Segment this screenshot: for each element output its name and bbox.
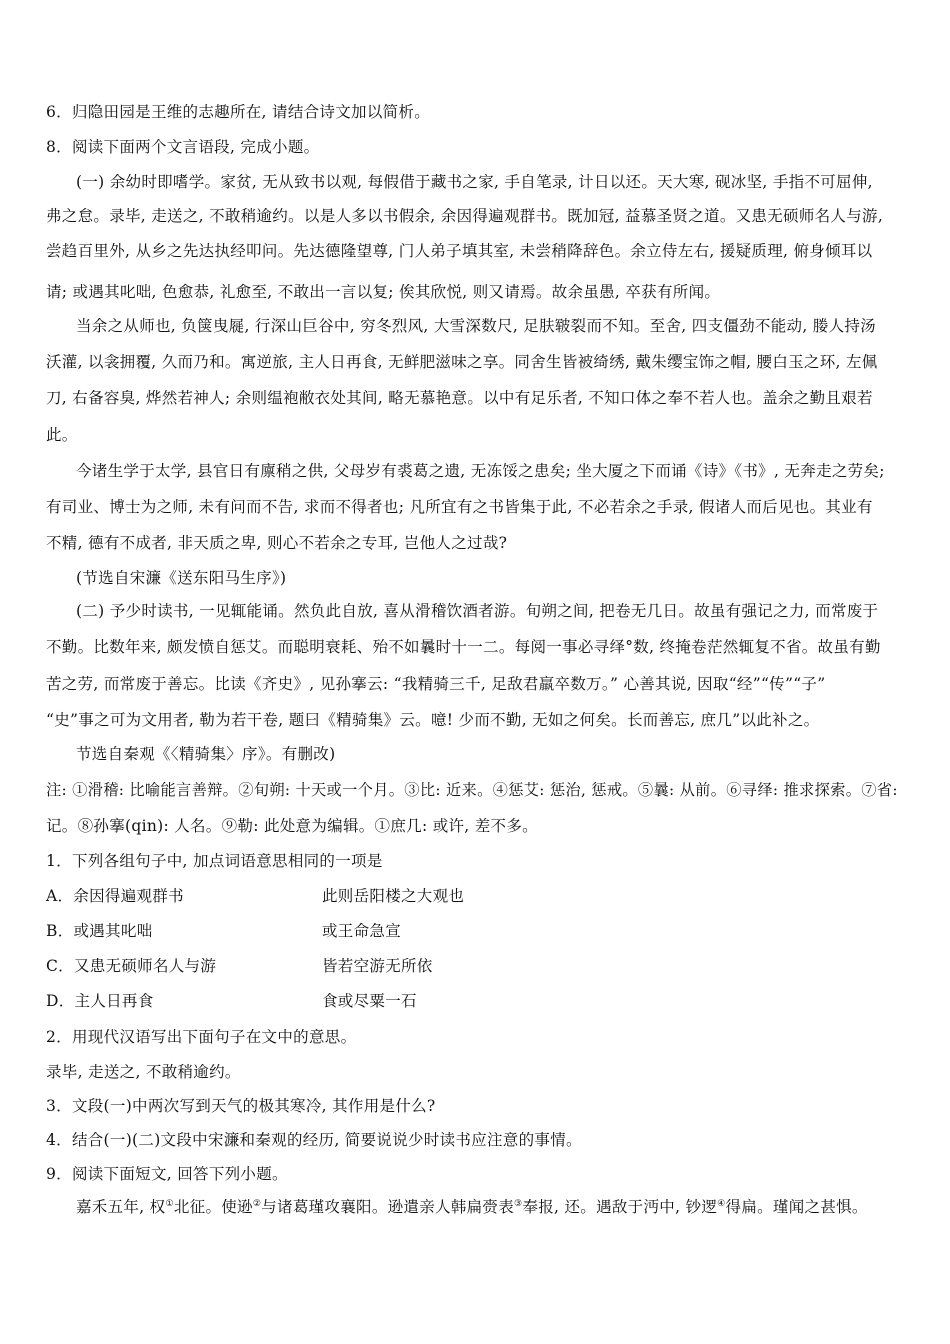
- option-b: B．或遇其叱咄 或王命急宣: [46, 922, 402, 940]
- option-c: C．又患无硕师名人与游 皆若空游无所依: [46, 957, 433, 975]
- sub-question-3: 3．文段(一)中两次写到天气的极其寒冷, 其作用是什么?: [46, 1097, 436, 1115]
- passage-line: “史”事之可为文用者, 勒为若干卷, 题曰《精骑集》云。噫! 少而不勤, 无如之何矣。长而善忘, 庶几”以此补之。: [46, 711, 820, 729]
- option-a: A．余因得遍观群书 此则岳阳楼之大观也: [46, 887, 465, 905]
- passage-line: 不精, 德有不成者, 非天质之卑, 则心不若余之专耳, 岂他人之过哉?: [46, 534, 508, 552]
- sub-question-1: 1．下列各组句子中, 加点词语意思相同的一项是: [46, 852, 383, 870]
- passage-line: 此。: [46, 426, 78, 444]
- passage-line: 沃灌, 以衾拥覆, 久而乃和。寓逆旅, 主人日再食, 无鲜肥滋味之享。同舍生皆被绮绣, 戴朱缨宝饰之帽, 腰白玉之环, 左佩: [46, 353, 878, 371]
- passage-line: 弗之怠。录毕, 走送之, 不敢稍逾约。以是人多以书假余, 余因得遍观群书。既加冠, 益慕圣贤之道。又患无硕师名人与游,: [46, 207, 884, 225]
- passage-line: 不勤。比数年来, 颇发愤自惩艾。而聪明衰耗、殆不如曩时十一二。每阅一事必寻绎°数, 终掩卷茫然辄复不省。故虽有勤: [46, 638, 881, 656]
- sub-question-2: 2．用现代汉语写出下面句子在文中的意思。: [46, 1028, 357, 1046]
- passage-line: 苦之劳, 而常废于善忘。比读《齐史》, 见孙搴云: “我精骑三千, 足敌君羸卒数万。” 心善其说, 因取“经”“传”“子”: [46, 675, 826, 693]
- passage-line: 请; 或遇其叱咄, 色愈恭, 礼愈至, 不敢出一言以复; 俟其欣悦, 则又请焉。故余虽愚, 卒获有所闻。: [46, 283, 721, 301]
- question-6: 6．归隐田园是王维的志趣所在, 请结合诗文加以简析。: [46, 103, 431, 121]
- option-d: D．主人日再食 食或尽粟一石: [46, 992, 417, 1010]
- passage-line: (一) 余幼时即嗜学。家贫, 无从致书以观, 每假借于藏书之家, 手自笔录, 计日以还。天大寒, 砚冰坚, 手指不可屈伸,: [76, 173, 873, 191]
- passage-source-1: (节选自宋濂《送东阳马生序》): [76, 569, 287, 587]
- passage-line: 尝趋百里外, 从乡之先达执经叩问。先达德隆望尊, 门人弟子填其室, 未尝稍降辞色。余立侍左右, 援疑质理, 俯身倾耳以: [46, 242, 873, 260]
- passage-9-first-line: 嘉禾五年, 权①北征。使逊②与诸葛瑾攻襄阳。逊遣亲人韩扁赍表③奉报, 还。遇敌于沔中, 钞逻④得扁。瑾闻之甚惧。: [76, 1198, 868, 1216]
- sub-question-4: 4．结合(一)(二)文段中宋濂和秦观的经历, 简要说说少时读书应注意的事情。: [46, 1131, 582, 1149]
- passage-line: (二) 予少时读书, 一见辄能诵。然负此自放, 喜从滑稽饮酒者游。旬朔之间, 把卷无几日。故虽有强记之力, 而常废于: [76, 602, 879, 620]
- question-9: 9．阅读下面短文, 回答下列小题。: [46, 1165, 288, 1183]
- passage-line: 刀, 右备容臭, 烨然若神人; 余则缊袍敝衣处其间, 略无慕艳意。以中有足乐者, 不知口体之奉不若人也。盖余之勤且艰若: [46, 389, 873, 407]
- notes-line: 注: ①滑稽: 比喻能言善辩。②旬朔: 十天或一个月。③比: 近来。④惩艾: 惩治, 惩戒。⑤曩: 从前。⑥寻绎: 推求探索。⑦省:: [46, 781, 898, 799]
- passage-line: 有司业、博士为之师, 未有问而不告, 求而不得者也; 凡所宜有之书皆集于此, 不必若余之手录, 假诸人而后见也。其业有: [46, 498, 873, 516]
- notes-line: 记。⑧孙搴(qin): 人名。⑨勒: 此处意为编辑。①庶几: 或许, 差不多。: [46, 817, 538, 835]
- passage-source-2: 节选自秦观《〈精骑集〉序》。有删改): [76, 745, 336, 763]
- passage-line: 今诸生学于太学, 县官日有廪稍之供, 父母岁有裘葛之遗, 无冻馁之患矣; 坐大厦之下而诵《诗》《书》, 无奔走之劳矣;: [76, 462, 885, 480]
- passage-line: 当余之从师也, 负箧曳屣, 行深山巨谷中, 穷冬烈风, 大雪深数尺, 足肤皲裂而不知。至舍, 四支僵劲不能动, 媵人持汤: [76, 317, 876, 335]
- translate-sentence: 录毕, 走送之, 不敢稍逾约。: [46, 1063, 241, 1081]
- question-8: 8．阅读下面两个文言语段, 完成小题。: [46, 138, 320, 156]
